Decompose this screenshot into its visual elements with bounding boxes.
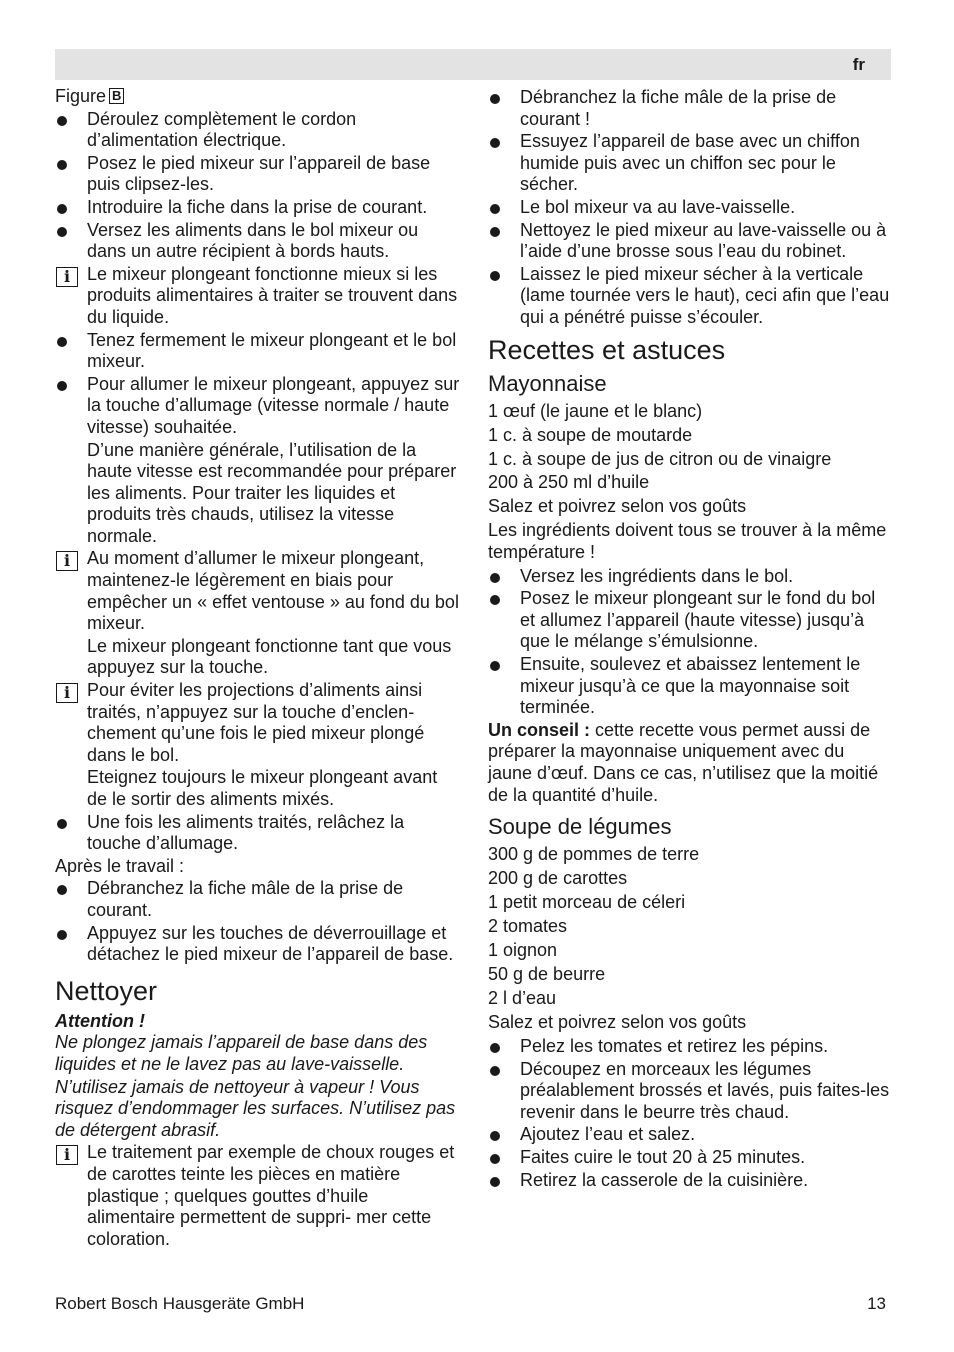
bullet-icon (57, 160, 67, 170)
indented-text: D’une manière générale, l’utilisation de la haute vitesse est recommandée pour préparer les aliments. Pour traiter les liquides et produits très chauds, utilisez la vitesse normale. (87, 439, 457, 546)
bullet-icon (490, 204, 500, 214)
ingredient-line: 300 g de pommes de terre (488, 844, 700, 865)
bullet-icon (490, 1131, 500, 1141)
bullet-text: Essuyez l’appareil de base avec un chiffon humide puis avec un chiffon sec pour le sécher. (520, 131, 860, 195)
bullet-icon (490, 227, 500, 237)
bullet-text: Une fois les aliments traités, relâchez la touche d’allumage. (87, 811, 405, 854)
bullet-icon (490, 573, 500, 583)
bullet-item (488, 1124, 893, 1146)
bullet-text: Ajoutez l’eau et salez. (520, 1124, 696, 1145)
ingredient-line: 200 g de carottes (488, 868, 628, 889)
bullet-item (55, 812, 460, 855)
bullet-item (488, 197, 893, 219)
bullet-text: Posez le mixeur plongeant sur le fond du bol et allumez l’appareil (haute vitesse) jusqu’à que le mélange s’émulsionne. (520, 588, 876, 652)
bullet-item (55, 153, 460, 196)
bullet-item (488, 1036, 893, 1058)
bullet-text: Découpez en morceaux les légumes préalablement brossés et lavés, puis faites-les revenir dans le beurre très chaud. (520, 1058, 890, 1122)
bullet-text: Posez le pied mixeur sur l’appareil de base puis clipsez-les. (87, 152, 431, 195)
mayonnaise-tip (488, 720, 893, 806)
bullet-text: Appuyez sur les touches de déverrouillage et détachez le pied mixeur de l’appareil de base. (87, 922, 454, 965)
bullet-item (55, 220, 460, 263)
bullet-icon (57, 381, 67, 391)
bullet-text: Nettoyez le pied mixeur au lave-vaisselle ou à l’aide d’une brosse sous l’eau du robinet. (520, 219, 887, 262)
ingredient-line: 1 c. à soupe de jus de citron ou de vinaigre (488, 448, 832, 469)
bullet-item (55, 878, 460, 921)
info-note (55, 680, 460, 766)
bullet-text: Pelez les tomates et retirez les pépins. (520, 1036, 829, 1057)
ingredient-line: 1 petit morceau de céleri (488, 892, 686, 913)
plain-text: Après le travail : (55, 855, 185, 876)
section-title-recipes: Recettes et astuces (488, 334, 726, 365)
bullet-icon (490, 1177, 500, 1187)
mayonnaise-note: Les ingrédients doivent tous se trouver à la même température ! (488, 520, 887, 563)
right-column (488, 86, 893, 1192)
section-title-cleaning: Nettoyer (55, 975, 158, 1006)
bullet-item (488, 1170, 893, 1192)
bullet-text: Pour allumer le mixeur plongeant, appuyez sur la touche d’allumage (vitesse normale / haute vitesse) souhaitée. (87, 373, 460, 437)
header-bar (55, 49, 891, 80)
footer-company: Robert Bosch Hausgeräte GmbH (55, 1294, 305, 1313)
info-icon: i (56, 683, 78, 703)
bullet-item (55, 923, 460, 966)
info-note (55, 548, 460, 634)
tip-label: Un conseil : (488, 719, 591, 740)
bullet-item (488, 1147, 893, 1169)
left-column (55, 86, 460, 1251)
ingredient-line: Salez et poivrez selon vos goûts (488, 1012, 747, 1033)
info-text: Pour éviter les projections d’aliments ainsi traités, n’appuyez sur la touche d’enclen- chement qu’une fois le pied mixeur plongé dans le bol. (87, 680, 425, 765)
bullet-item (488, 1059, 893, 1124)
info-text: Au moment d’allumer le mixeur plongeant, maintenez-le légèrement en biais pour empêcher un « effet ventouse » au fond du bol mixeur. (87, 548, 459, 634)
bullet-text: Le bol mixeur va au lave-vaisselle. (520, 196, 796, 217)
recipe-title-mayonnaise: Mayonnaise (488, 370, 607, 396)
figure-label: Figure (55, 86, 107, 106)
bullet-icon (57, 116, 67, 126)
soup-steps (488, 1036, 893, 1191)
ingredient-line: 1 œuf (le jaune et le blanc) (488, 400, 703, 421)
bullet-icon (490, 1043, 500, 1053)
bullet-text: Faites cuire le tout 20 à 25 minutes. (520, 1147, 806, 1168)
bullet-icon (490, 1066, 500, 1076)
language-label: fr (852, 55, 865, 74)
bullet-text: Tenez fermement le mixeur plongeant et le bol mixeur. (87, 329, 457, 372)
ingredient-line: 200 à 250 ml d’huile (488, 472, 650, 493)
bullet-item (488, 264, 893, 329)
info-icon: i (56, 267, 78, 287)
bullet-icon (490, 1154, 500, 1164)
bullet-text: Déroulez complètement le cordon d’alimentation électrique. (87, 108, 357, 151)
figure-reference (55, 86, 460, 108)
bullet-item (488, 87, 893, 130)
bullet-item (55, 374, 460, 439)
bullet-icon (57, 337, 67, 347)
ingredient-line: 1 c. à soupe de moutarde (488, 424, 693, 445)
bullet-item (488, 588, 893, 653)
cleaning-steps (488, 87, 893, 329)
ingredient-line: 2 l d’eau (488, 988, 557, 1009)
info-note (55, 1142, 460, 1250)
soup-ingredients (488, 844, 893, 1033)
instruction-list (55, 109, 460, 966)
indented-text: Eteignez toujours le mixeur plongeant avant de le sortir des aliments mixés. (87, 767, 438, 809)
bullet-icon (57, 204, 67, 214)
bullet-item (488, 566, 893, 588)
bullet-icon (57, 885, 67, 895)
bullet-text: Débranchez la fiche mâle de la prise de courant ! (520, 87, 837, 129)
bullet-text: Versez les ingrédients dans le bol. (520, 565, 794, 586)
bullet-item (488, 654, 893, 719)
bullet-text: Ensuite, soulevez et abaissez lentement le mixeur jusqu’à ce que la mayonnaise soit terminée. (520, 654, 861, 718)
info-note (55, 264, 460, 329)
mayonnaise-ingredients (488, 401, 893, 519)
bullet-icon (490, 94, 500, 104)
bullet-item (488, 131, 893, 196)
info-text: Le mixeur plongeant fonctionne mieux si les produits alimentaires à traiter se trouvent dans du liquide. (87, 263, 458, 327)
tip-text: cette recette vous permet aussi de préparer la mayonnaise uniquement avec du jaune d’œuf. Dans ce cas, n’utilisez que la moitié de la quantité d’huile. (488, 719, 879, 805)
bullet-text: Laissez le pied mixeur sécher à la verticale (lame tournée vers le haut), ceci afin que l’eau qui a pénétré puisse s’écouler. (520, 263, 890, 327)
info-text: Le traitement par exemple de choux rouges et de carottes teinte les pièces en matière plastique ; quelques gouttes d’huile alimentaire permettent de suppri- mer cette coloration. (87, 1142, 455, 1249)
bullet-icon (490, 138, 500, 148)
attention-label: Attention ! (55, 1010, 145, 1031)
ingredient-line: Salez et poivrez selon vos goûts (488, 496, 747, 517)
bullet-item (55, 330, 460, 373)
bullet-text: Retirez la casserole de la cuisinière. (520, 1169, 809, 1190)
indented-text: Le mixeur plongeant fonctionne tant que vous appuyez sur la touche. (87, 635, 452, 678)
info-icon: i (56, 1145, 78, 1165)
bullet-item (55, 109, 460, 152)
ingredient-line: 50 g de beurre (488, 964, 606, 985)
bullet-item (488, 220, 893, 263)
bullet-icon (490, 661, 500, 671)
recipe-title-soup: Soupe de légumes (488, 814, 672, 840)
figure-box: B (109, 88, 124, 104)
bullet-text: Débranchez la fiche mâle de la prise de courant. (87, 878, 404, 920)
bullet-icon (57, 930, 67, 940)
ingredient-line: 1 oignon (488, 940, 558, 961)
warning-text: Ne plongez jamais l’appareil de base dans des liquides et ne le lavez pas au lave-vaisselle. (55, 1032, 428, 1074)
bullet-item (55, 197, 460, 219)
bullet-icon (57, 819, 67, 829)
mayonnaise-steps (488, 566, 893, 719)
warning-text: N’utilisez jamais de nettoyeur à vapeur ! Vous risquez d’endommager les surfaces. N’utilisez pas de détergent abrasif. (55, 1076, 456, 1140)
bullet-text: Introduire la fiche dans la prise de courant. (87, 196, 428, 217)
bullet-icon (490, 271, 500, 281)
page-number: 13 (867, 1294, 886, 1313)
bullet-icon (57, 227, 67, 237)
ingredient-line: 2 tomates (488, 916, 568, 937)
bullet-text: Versez les aliments dans le bol mixeur ou dans un autre récipient à bords hauts. (87, 219, 419, 262)
info-icon: i (56, 551, 78, 571)
bullet-icon (490, 595, 500, 605)
